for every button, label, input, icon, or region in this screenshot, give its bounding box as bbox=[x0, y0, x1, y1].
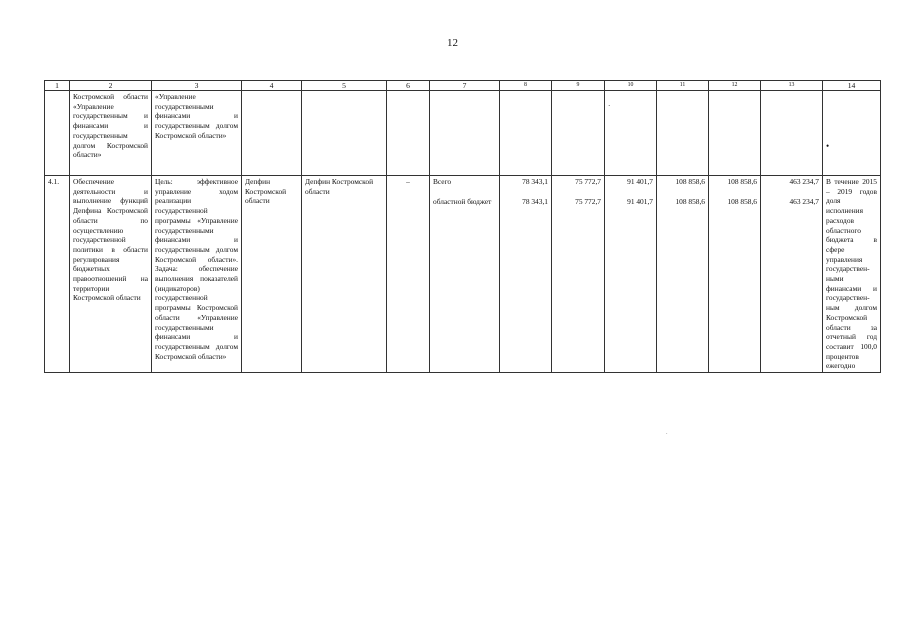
header-cell: 13 bbox=[761, 81, 823, 91]
scan-mark: · bbox=[608, 102, 611, 110]
header-cell: 9 bbox=[552, 81, 605, 91]
table-cell bbox=[500, 91, 552, 176]
table-cell bbox=[709, 91, 761, 176]
value-cell-2017 bbox=[605, 176, 657, 373]
header-row bbox=[45, 81, 881, 91]
value-cell-total bbox=[761, 176, 823, 373]
header-cell: 7 bbox=[430, 81, 500, 91]
header-cell: 5 bbox=[302, 81, 387, 91]
regional-value: 108 858,6 bbox=[675, 196, 705, 206]
goal-cell: Цель: эффективное управление ходом реализации государственной программы «Управление государственными финансами и государственным долгом Костромской области». Задача: обеспечение выполнения показателей (индикаторов) государственной программы Костромской области «Управление государственными финансами и государственным долгом Костромской области» bbox=[152, 176, 242, 373]
table-cell bbox=[430, 91, 500, 176]
regional-value: 463 234,7 bbox=[789, 196, 819, 206]
header-cell: 10 bbox=[605, 81, 657, 91]
total-value: 75 772,7 bbox=[575, 177, 601, 186]
table-cell bbox=[242, 91, 302, 176]
header-cell: 3 bbox=[152, 81, 242, 91]
regional-value: 91 401,7 bbox=[627, 196, 653, 206]
participant-cell: Депфин Костромской области bbox=[302, 176, 387, 373]
source-total: Всего bbox=[433, 177, 452, 186]
page-number: 12 bbox=[447, 37, 458, 49]
total-value: 108 858,6 bbox=[727, 177, 757, 186]
continuation-row bbox=[45, 91, 881, 176]
total-value: 463 234,7 bbox=[789, 177, 819, 186]
header-cell: 12 bbox=[709, 81, 761, 91]
table-cell bbox=[302, 91, 387, 176]
expected-result-cell: В течение 2015 – 2019 годов доля исполнения расходов областного бюджета в сфере управления государствен-ными финансами и государствен-ным долгом Костромской области за отчетный год составит 100,0 процентов ежегодно bbox=[823, 176, 881, 373]
activity-name-cell: Обеспечение деятельности и выполнение функций Депфина Костромской области по осуществлению государственной политики в области регулирования бюджетных правоотношений на территории Костромской области bbox=[70, 176, 152, 373]
regional-value: 75 772,7 bbox=[575, 196, 601, 206]
header-cell: 8 bbox=[500, 81, 552, 91]
value-cell-2018 bbox=[657, 176, 709, 373]
header-cell: 6 bbox=[387, 81, 430, 91]
header-cell: 2 bbox=[70, 81, 152, 91]
funding-source-cell bbox=[430, 176, 500, 373]
table-cell bbox=[605, 91, 657, 176]
table-cell bbox=[657, 91, 709, 176]
table-cell bbox=[761, 91, 823, 176]
value-cell-2019 bbox=[709, 176, 761, 373]
header-cell: 14 bbox=[823, 81, 881, 91]
total-value: 91 401,7 bbox=[627, 177, 653, 186]
col6-cell: – bbox=[387, 176, 430, 373]
table-cell bbox=[552, 91, 605, 176]
program-table bbox=[44, 80, 881, 373]
value-cell-2015 bbox=[500, 176, 552, 373]
value-cell-2016 bbox=[552, 176, 605, 373]
total-value: 108 858,6 bbox=[675, 177, 705, 186]
regional-value: 108 858,6 bbox=[727, 196, 757, 206]
total-value: 78 343,1 bbox=[522, 177, 548, 186]
table-cell bbox=[823, 91, 881, 176]
table-cell bbox=[45, 91, 70, 176]
header-cell: 11 bbox=[657, 81, 709, 91]
header-cell: 4 bbox=[242, 81, 302, 91]
scan-mark: • bbox=[826, 141, 830, 151]
executor-cell: Депфин Костромской области bbox=[242, 176, 302, 373]
source-regional: областной бюджет bbox=[433, 196, 492, 206]
goal-cell: «Управление государственными финансами и государственным долгом Костромской области» bbox=[152, 91, 242, 176]
scan-mark: · bbox=[666, 432, 668, 437]
header-cell: 1 bbox=[45, 81, 70, 91]
regional-value: 78 343,1 bbox=[522, 196, 548, 206]
table-cell bbox=[387, 91, 430, 176]
table-row-4-1 bbox=[45, 176, 881, 373]
program-name-cell: Костромской области «Управление государственным и финансами и государственным долгом Костромской области» bbox=[70, 91, 152, 176]
row-number: 4.1. bbox=[45, 176, 70, 373]
